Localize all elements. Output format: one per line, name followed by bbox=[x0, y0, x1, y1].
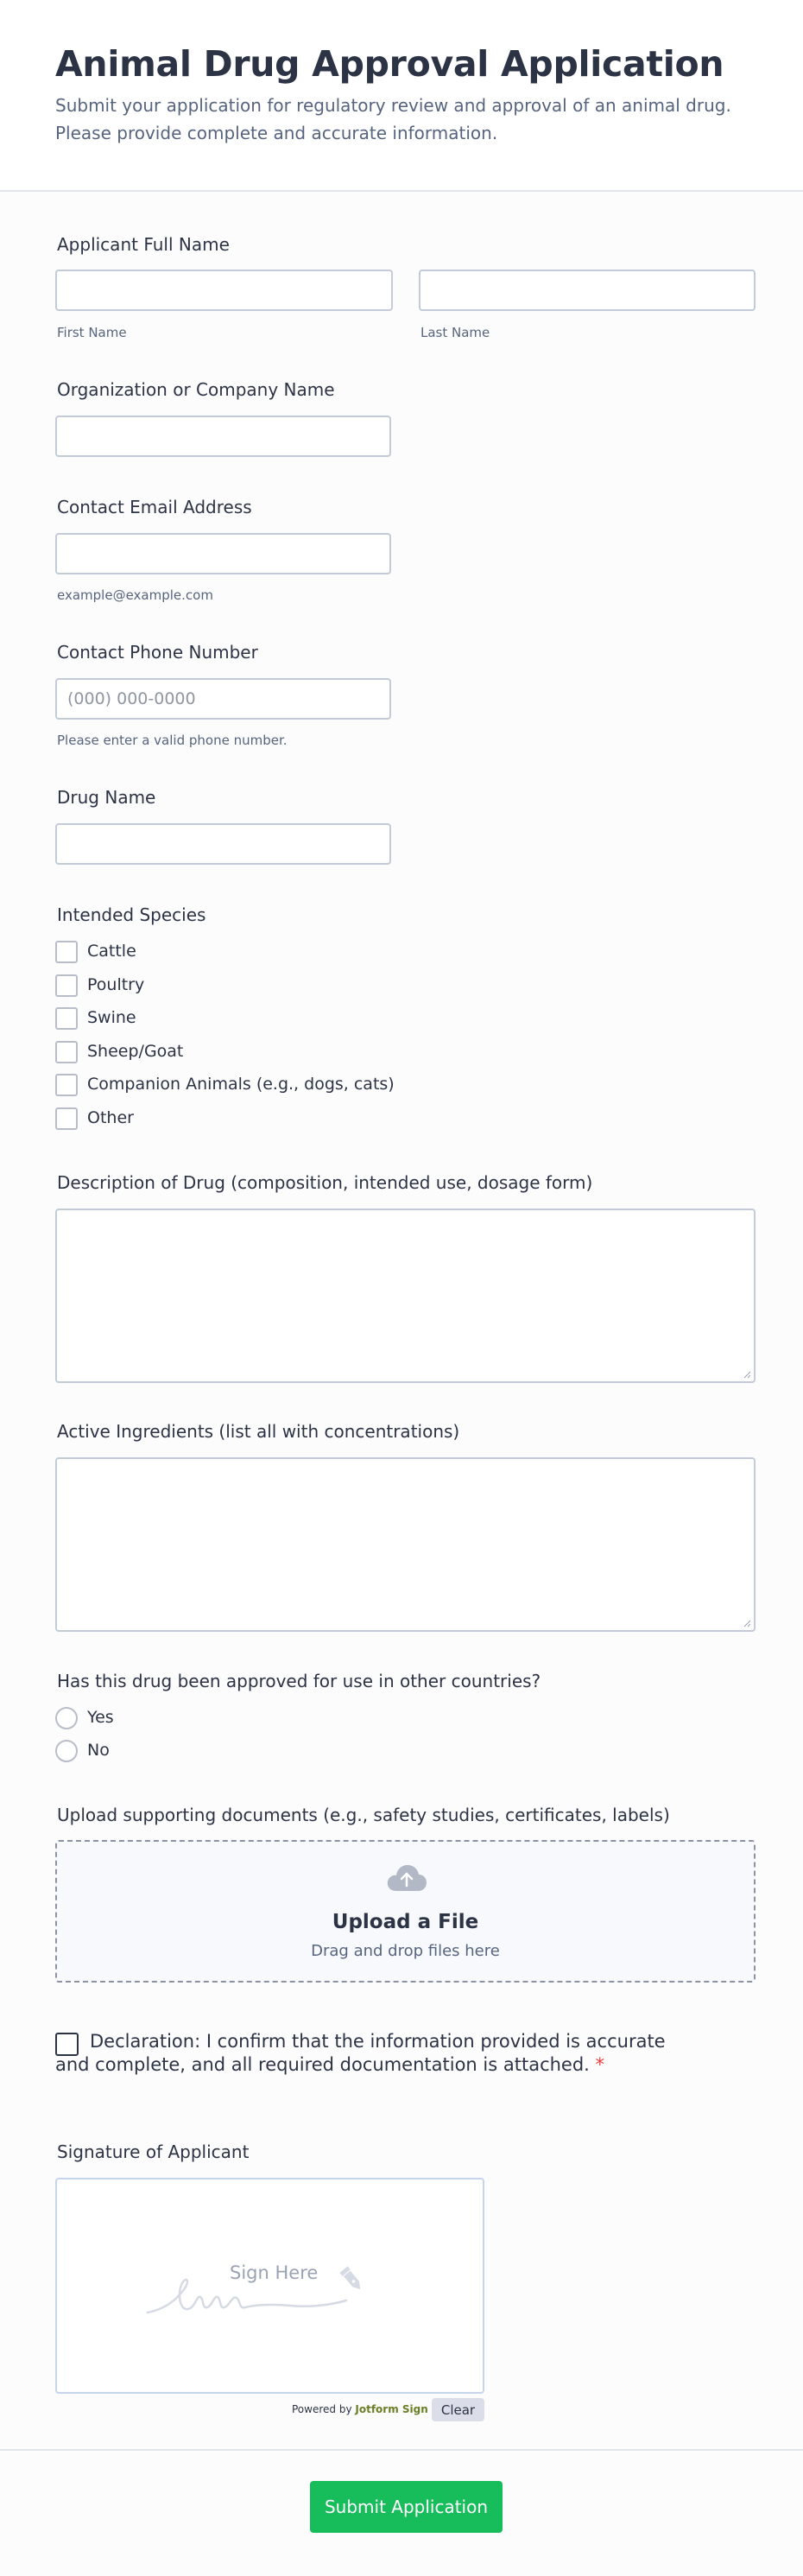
checkbox[interactable] bbox=[55, 1074, 78, 1096]
submit-button[interactable]: Submit Application bbox=[310, 2481, 503, 2533]
required-asterisk: * bbox=[595, 2054, 605, 2075]
ingredients-label: Active Ingredients (list all with concentrations) bbox=[57, 1421, 460, 1442]
first-name-input[interactable] bbox=[55, 270, 393, 311]
organization-label: Organization or Company Name bbox=[57, 379, 335, 400]
file-upload-dropzone[interactable] bbox=[55, 1840, 756, 1983]
email-sublabel: example@example.com bbox=[57, 587, 213, 603]
checkbox[interactable] bbox=[55, 941, 78, 963]
signature-label: Signature of Applicant bbox=[57, 2141, 250, 2162]
radio[interactable] bbox=[55, 1707, 78, 1729]
option-label: Poultry bbox=[87, 975, 145, 994]
phone-input[interactable] bbox=[55, 678, 391, 720]
checkbox[interactable] bbox=[55, 1041, 78, 1063]
clear-signature-button[interactable]: Clear bbox=[432, 2398, 484, 2421]
declaration-label: Declaration: I confirm that the information provided is accurate and complete, and all required documentation is attached. bbox=[55, 2031, 666, 2075]
drug-name-input[interactable] bbox=[55, 823, 391, 865]
approved-other-label: Has this drug been approved for use in other countries? bbox=[57, 1671, 541, 1691]
page-title: Animal Drug Approval Application bbox=[55, 43, 724, 85]
declaration-text[interactable] bbox=[55, 2030, 677, 2077]
footer-divider bbox=[0, 2449, 803, 2451]
last-name-sublabel: Last Name bbox=[420, 325, 490, 340]
species-label: Intended Species bbox=[57, 904, 206, 925]
upload-title: Upload a File bbox=[332, 1911, 479, 1933]
description-textarea[interactable] bbox=[55, 1209, 756, 1383]
ingredients-textarea[interactable] bbox=[55, 1457, 756, 1632]
first-name-sublabel: First Name bbox=[57, 325, 127, 340]
cloud-upload-icon bbox=[385, 1862, 428, 1894]
option-label: Sheep/Goat bbox=[87, 1042, 184, 1061]
checkbox[interactable] bbox=[55, 974, 78, 997]
powered-brand: Jotform Sign bbox=[355, 2403, 428, 2415]
sign-here-placeholder: Sign Here bbox=[230, 2262, 319, 2283]
form-header bbox=[0, 0, 803, 192]
radio[interactable] bbox=[55, 1740, 78, 1762]
upload-label: Upload supporting documents (e.g., safety studies, certificates, labels) bbox=[57, 1805, 670, 1825]
powered-prefix: Powered by bbox=[292, 2403, 352, 2415]
checkbox[interactable] bbox=[55, 1007, 78, 1030]
option-label: Companion Animals (e.g., dogs, cats) bbox=[87, 1075, 395, 1094]
resize-handle-icon[interactable] bbox=[743, 1619, 751, 1627]
organization-input[interactable] bbox=[55, 416, 391, 457]
option-label: Cattle bbox=[87, 942, 136, 961]
checkbox[interactable] bbox=[55, 1107, 78, 1130]
powered-by-text bbox=[292, 2403, 428, 2415]
email-input[interactable] bbox=[55, 533, 391, 574]
resize-handle-icon[interactable] bbox=[743, 1370, 751, 1379]
phone-label: Contact Phone Number bbox=[57, 642, 258, 663]
last-name-input[interactable] bbox=[419, 270, 756, 311]
phone-placeholder: (000) 000-0000 bbox=[67, 689, 196, 708]
description-label: Description of Drug (composition, intended use, dosage form) bbox=[57, 1172, 593, 1193]
drug-name-label: Drug Name bbox=[57, 787, 156, 808]
option-label: Swine bbox=[87, 1008, 136, 1027]
applicant-name-label: Applicant Full Name bbox=[57, 234, 230, 255]
option-label: Other bbox=[87, 1108, 134, 1127]
upload-subtitle: Drag and drop files here bbox=[311, 1942, 500, 1960]
option-label: No bbox=[87, 1741, 110, 1760]
page-description: Submit your application for regulatory review and approval of an animal drug. Please provide complete and accurate information. bbox=[55, 95, 731, 143]
option-label: Yes bbox=[87, 1708, 114, 1727]
email-label: Contact Email Address bbox=[57, 497, 252, 517]
phone-sublabel: Please enter a valid phone number. bbox=[57, 733, 288, 748]
signature-pad[interactable] bbox=[55, 2178, 484, 2394]
